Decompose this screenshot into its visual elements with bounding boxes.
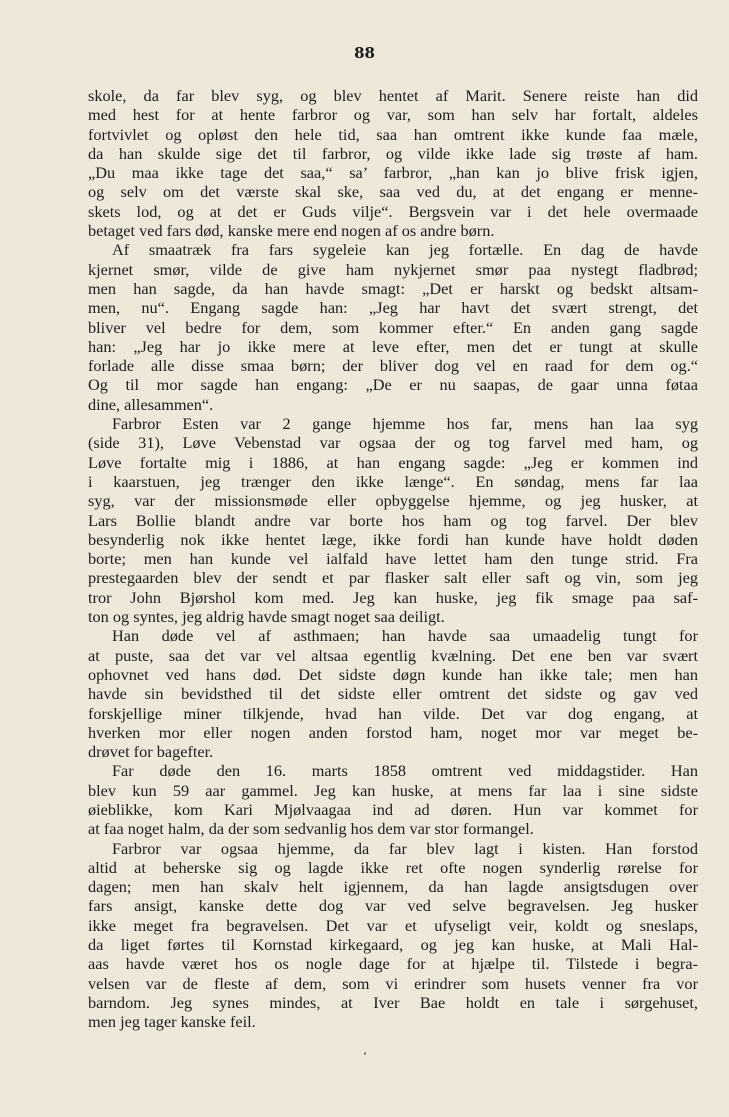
text-line: han: „Jeg har jo ikke mere at leve efter, men det er tungt at skulle: [88, 336, 698, 356]
text-line: ton og syntes, jeg aldrig havde smagt noget saa deiligt.: [88, 607, 445, 627]
paragraph-start: Farbror Esten var 2 gange hjemme hos far, mens han laa syg: [112, 414, 698, 434]
text-line: forskjellige miner tilkjende, hvad han vilde. Det var dog engang, at: [88, 703, 698, 723]
text-line: da liget førtes til Kornstad kirkegaard, og jeg kan huske, at Mali Hal-: [88, 935, 698, 955]
text-line: aas havde været hos os nogle dage for at hjælpe til. Tilstede i begra-: [88, 954, 698, 974]
text-line: Og til mor sagde han engang: „De er nu saapas, de gaar unna føtaa: [88, 375, 698, 395]
text-line: at puste, saa det var vel altsaa egentlig kvælning. Det ene ben var svært: [88, 645, 698, 665]
text-line: med hest for at hente farbror og var, som han selv har fortalt, aldeles: [88, 105, 698, 125]
text-line: hverken mor eller nogen anden forstod ham, noget mor var meget be-: [88, 722, 698, 742]
text-line: at faa noget halm, da der som sedvanlig hos dem var stor formangel.: [88, 819, 534, 839]
body-text: [88, 86, 698, 1032]
text-line: „Du maa ikke tage det saa,“ sa’ farbror, „han kan jo blive frisk igjen,: [88, 163, 698, 183]
text-line: kjernet smør, vilde de give ham nykjernet smør paa nystegt fladbrød;: [88, 259, 698, 279]
paragraph-start: Far døde den 16. marts 1858 omtrent ved middagstider. Han: [112, 761, 698, 781]
text-line: altid at beherske sig og lagde ikke ret ofte nogen synderlig rørelse for: [88, 857, 698, 877]
text-line: betaget ved fars død, kanske mere end nogen af os andre børn.: [88, 221, 495, 241]
text-line: øieblikke, kom Kari Mjølvaagaa ind ad døren. Hun var kommet for: [88, 799, 698, 819]
text-line: men jeg tager kanske feil.: [88, 1012, 256, 1032]
paragraph-start: Han døde vel af asthmaen; han havde saa umaadelig tungt for: [112, 626, 698, 646]
text-line: dine, allesammen“.: [88, 394, 214, 414]
text-line: fortvivlet og opløst den hele tid, saa han omtrent ikke kunde faa mæle,: [88, 124, 698, 144]
text-line: syg, var der missionsmøde eller opbyggelse hjemme, og jeg husker, at: [88, 491, 698, 511]
text-line: ikke meget fra begravelsen. Det var et ufyseligt veir, koldt og sneslaps,: [88, 915, 698, 935]
text-line: forlade alle disse smaa børn; der bliver dog vel en raad for dem og.“: [88, 356, 698, 376]
text-line: men, nu“. Engang sagde han: „Jeg har havt det svært strengt, det: [88, 298, 698, 318]
text-line: Løve fortalte mig i 1886, at han engang sagde: „Jeg er kommen ind: [88, 452, 698, 472]
text-line: og selv om det værste skal ske, saa ved du, at det engang er menne-: [88, 182, 698, 202]
paragraph-start: Farbror var ogsaa hjemme, da far blev lagt i kisten. Han forstod: [112, 838, 698, 858]
text-line: i kaarstuen, jeg trænger den ikke længe“. En søndag, mens far laa: [88, 471, 698, 491]
text-line: besynderlig nok ikke hentet læge, ikke fordi han kunde have holdt døden: [88, 529, 698, 549]
page-number: 88: [354, 44, 375, 62]
text-line: skole, da far blev syg, og blev hentet af Marit. Senere reiste han did: [88, 86, 698, 105]
text-line: barndom. Jeg synes mindes, at Iver Bae holdt en tale i sørgehuset,: [88, 992, 698, 1012]
paragraph-start: Af smaatræk fra fars sygeleie kan jeg fortælle. En dag de havde: [112, 240, 698, 260]
text-line: drøvet for bagefter.: [88, 742, 214, 762]
paper-speck: [364, 1052, 366, 1055]
text-line: (side 31), Løve Vebenstad var ogsaa der og tog farvel med ham, og: [88, 433, 698, 453]
text-line: tror John Bjørshol kom med. Jeg kan huske, jeg fik smage paa saf-: [88, 587, 698, 607]
text-line: Lars Bollie blandt andre var borte hos ham og tog farvel. Der blev: [88, 510, 698, 530]
text-line: ophovnet ved hans død. Det sidste døgn kunde han ikke tale; men han: [88, 664, 698, 684]
text-line: prestegaarden blev der sendt et par flasker salt eller saft og vin, som jeg: [88, 568, 698, 588]
text-line: men han sagde, da han havde smagt: „Det er harskt og bedskt altsam-: [88, 278, 698, 298]
text-line: havde sin bevidsthed til det sidste eller omtrent det sidste og gav ved: [88, 684, 698, 704]
text-line: blev kun 59 aar gammel. Jeg kan huske, at mens far laa i sine sidste: [88, 780, 698, 800]
text-line: dagen; men han skalv helt igjennem, da han lagde ansigtsdugen over: [88, 877, 698, 897]
text-line: velsen var de fleste af dem, som vi erindrer som husets venner fra vor: [88, 973, 698, 993]
text-line: fars ansigt, kanske dette dog var ved selve begravelsen. Jeg husker: [88, 896, 698, 916]
text-line: da han skulde sige det til farbror, og vilde ikke lade sig trøste af ham.: [88, 143, 698, 163]
text-line: skets lod, og at det er Guds vilje“. Bergsvein var i det hele overmaade: [88, 201, 698, 221]
text-line: bliver vel bedre for dem, som kommer efter.“ En anden gang sagde: [88, 317, 698, 337]
text-line: borte; men han kunde vel ialfald have lettet ham den tunge strid. Fra: [88, 549, 698, 569]
